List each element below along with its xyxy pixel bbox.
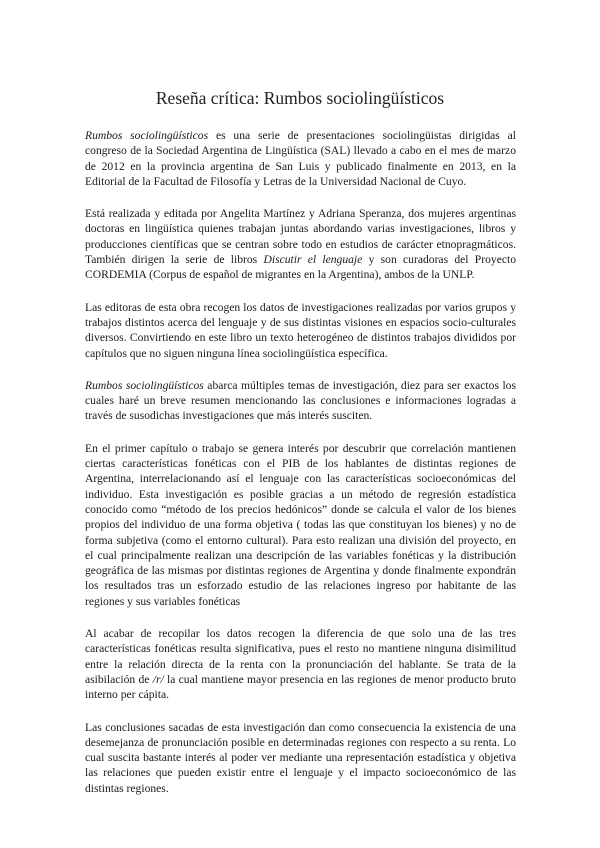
paragraph-1 bbox=[85, 128, 516, 189]
paragraph-6 bbox=[85, 626, 516, 702]
paragraph-7 bbox=[85, 720, 516, 796]
paragraph-text: la cual mantiene mayor presencia en las regiones de menor producto bruto interno per cápita. bbox=[85, 672, 516, 702]
phoneme-italic: /r/ bbox=[152, 672, 164, 686]
book-title-italic: Rumbos sociolingüísticos bbox=[85, 378, 204, 392]
paragraph-text: En el primer capítulo o trabajo se genera interés por descubrir que correlación mantienen ciertas características fonéticas con el PIB de los hablantes de distintas regiones de Argentina, interrelacionando así el lenguaje con las características socioeconómicas del individuo. Esta investigación es posible gracias a un método de regresión estadística conocido como “método de los precios hedónicos” donde se calcula el valor de los bienes propios del individuo de una forma objetiva ( todas las que constituyan los bienes) y no de forma subjetiva (como el entorno cultural). Para esto realizan una división del proyecto, en el cual principalmente realizan una descripción de las variables fonéticas y la distribución geográfica de las mismas por distintas regiones de Argentina y donde finalmente expondrán los resultados tras un esforzado estudio de las relaciones ingreso por habitante de las regiones y sus variables fonéticas bbox=[85, 441, 516, 608]
paragraph-text: es una serie de presentaciones sociolingüistas dirigidas al congreso de la Sociedad Argentina de Lingüística (SAL) llevado a cabo en el mes de marzo de 2012 en la provincia argentina de San Luis y publicado finalmente en 2013, en la Editorial de la Facultad de Filosofía y Letras de la Universidad Nacional de Cuyo. bbox=[85, 129, 516, 188]
paragraph-text: Al acabar de recopilar los datos recogen la diferencia de que solo una de las tres características fonéticas resulta significativa, pues el resto no mantiene ninguna disimilitud entre la relación directa de la renta con la pronunciación del hablante. Se trata de la asibilación de bbox=[85, 627, 516, 686]
paragraph-text: Las conclusiones sacadas de esta investigación dan como consecuencia la existencia de una desemejanza de pronunciación posible en determinadas regiones con respecto a su renta. Lo cual suscita bastante interés al poder ver mediante una representación estadística y objetiva las relaciones que pueden existir entre el lenguaje y el impacto socioeconómico de las distintas regiones. bbox=[85, 720, 516, 795]
paragraph-text: abarca múltiples temas de investigación, diez para ser exactos los cuales haré un breve resumen mencionando las conclusiones e informaciones logradas a través de susodichas investigaciones que más interés susciten. bbox=[85, 378, 516, 423]
paragraph-2 bbox=[85, 206, 516, 282]
paragraph-5 bbox=[85, 441, 516, 609]
paragraph-text: Las editoras de esta obra recogen los datos de investigaciones realizadas por varios grupos y trabajos distintos acerca del lenguaje y de sus distintas visiones en espacios socio-culturales diversos. Convirtiendo en este libro un texto heterogéneo de distintos trabajos divididos por capítulos que no siguen ninguna línea sociolingüística específica. bbox=[85, 300, 516, 360]
paragraph-3 bbox=[85, 300, 516, 361]
paragraph-4 bbox=[85, 378, 516, 424]
paragraph-text: Está realizada y editada por Angelita Martínez y Adriana Speranza, dos mujeres argentinas doctoras en lingüística quienes trabajan juntas abordando varias investigaciones, libros y producciones científicas que se centran sobre todo en estudios de carácter etnopragmáticos. También dirigen la serie de libros bbox=[85, 207, 516, 267]
paragraph-text: y son curadoras del Proyecto CORDEMIA (Corpus de español de migrantes en la Argentina), ambos de la UNLP. bbox=[85, 253, 517, 282]
page-title: Reseña crítica: Rumbos sociolingüísticos bbox=[155, 88, 445, 108]
book-title-italic: Rumbos sociolingüísticos bbox=[85, 129, 209, 142]
document-body bbox=[85, 128, 516, 813]
series-title-italic: Discutir el lenguaje bbox=[263, 253, 363, 267]
